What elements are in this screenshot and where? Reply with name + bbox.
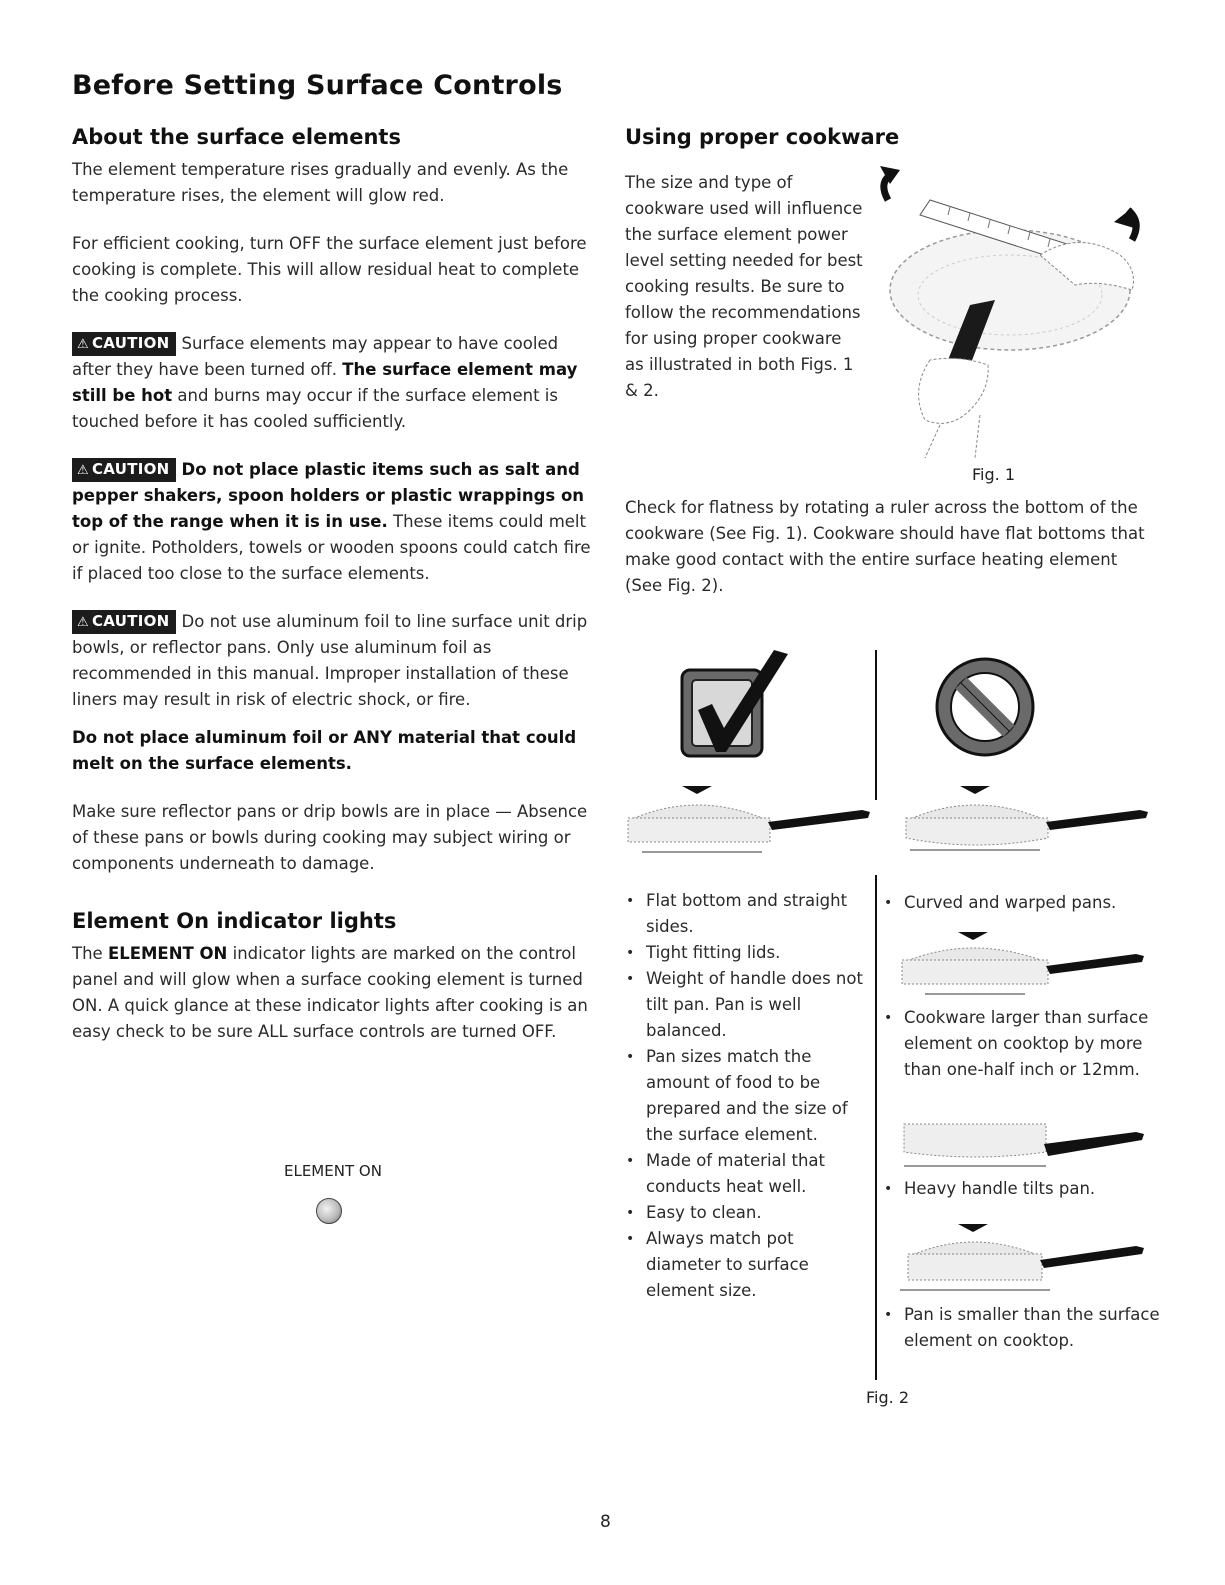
large-pan-illustration [900, 928, 1150, 1000]
list-item: • Weight of handle does not tilt pan. Pan is well balanced. [622, 966, 867, 1044]
warning-triangle-icon: ⚠ [77, 615, 89, 630]
caution-badge: ⚠ CAUTION [72, 610, 176, 634]
list-item: • Made of material that conducts heat well. [622, 1148, 867, 1200]
ruler-flatness-check-illustration [870, 160, 1150, 460]
indicator-light-icon [316, 1198, 342, 1224]
prohibited-icon [928, 650, 1043, 765]
caution-badge: ⚠ CAUTION [72, 458, 176, 482]
fig1-label: Fig. 1 [972, 465, 1015, 484]
warning-triangle-icon: ⚠ [77, 337, 89, 352]
divider [875, 650, 877, 800]
cookware-heading: Using proper cookware [625, 125, 900, 149]
bad-cookware-item [880, 1005, 1160, 1083]
right-column [625, 125, 1145, 157]
element-on-label: ELEMENT ON [284, 1162, 382, 1180]
list-item: • Heavy handle tilts pan. [880, 1176, 1160, 1202]
bad-cookware-item [880, 1302, 1160, 1354]
small-pan-illustration [900, 1220, 1150, 1298]
bad-cookware-item [880, 890, 1160, 916]
checkmark-box-icon [676, 648, 796, 763]
caution-2: ⚠ CAUTION Do not place plastic items such as salt and pepper shakers, spoon holders or plastic wrappings on top of the range when it is in use. These items could melt or ignite. Potholders, towels or wooden spoons could catch fire if placed too close to the surface elements. [72, 460, 591, 583]
warning-triangle-icon: ⚠ [77, 463, 89, 478]
about-heading: About the surface elements [72, 125, 401, 149]
flatness-paragraph: Check for flatness by rotating a ruler across the bottom of the cookware (See Fig. 1). Cookware should have flat bottoms that make good contact with the entire surface heating element (See Fig. 2). [625, 498, 1145, 595]
caution-1: ⚠ CAUTION Surface elements may appear to have cooled after they have been turned off. The surface element may still be hot and burns may occur if the surface element is touched before it has cooled sufficiently. [72, 334, 578, 431]
caution-badge: ⚠ CAUTION [72, 332, 176, 356]
about-paragraph-1: The element temperature rises gradually and evenly. As the temperature rises, the element will glow red. [72, 160, 569, 205]
bad-cookware-item [880, 1176, 1160, 1202]
page-number: 8 [600, 1512, 611, 1532]
heavy-handle-pan-illustration [900, 1118, 1150, 1173]
divider [875, 875, 877, 1380]
list-item: • Curved and warped pans. [880, 890, 1160, 916]
caution-3: ⚠ CAUTION Do not use aluminum foil to line surface unit drip bowls, or reflector pans. Only use aluminum foil as recommended in this manual. Improper installation of these liners may result in risk of electric shock, or fire. [72, 612, 588, 709]
list-item: • Cookware larger than surface element on cooktop by more than one-half inch or 12mm. [880, 1005, 1160, 1083]
fig2-label: Fig. 2 [866, 1388, 909, 1407]
warped-pan-illustration [900, 780, 1155, 860]
list-item: • Easy to clean. [622, 1200, 867, 1226]
left-column [72, 125, 592, 1045]
rotate-arrow-right-icon [1114, 208, 1136, 240]
about-paragraph-2: For efficient cooking, turn OFF the surface element just before cooking is complete. This will allow residual heat to complete the cooking process. [72, 234, 587, 305]
good-pan-illustration [622, 780, 877, 860]
list-item: • Pan sizes match the amount of food to be prepared and the size of the surface element. [622, 1044, 867, 1148]
indicator-paragraph: The ELEMENT ON indicator lights are marked on the control panel and will glow when a surface cooking element is turned ON. A quick glance at these indicator lights after cooking is an easy check to be sure ALL surface controls are turned OFF. [72, 944, 588, 1041]
list-item: • Pan is smaller than the surface element on cooktop. [880, 1302, 1160, 1354]
foil-warning: Do not place aluminum foil or ANY material that could melt on the surface elements. [72, 728, 577, 773]
list-item: • Flat bottom and straight sides. [622, 888, 867, 940]
list-item: • Always match pot diameter to surface element size. [622, 1226, 867, 1304]
indicator-heading: Element On indicator lights [72, 909, 397, 933]
rotate-arrow-left-icon [880, 166, 900, 200]
cookware-intro: The size and type of cookware used will influence the surface element power level setting needed for best cooking results. Be sure to follow the recommendations for using proper cookware as illustrated in both Figs. 1 & 2. [625, 173, 863, 400]
good-cookware-list [622, 888, 867, 1304]
reflector-paragraph: Make sure reflector pans or drip bowls are in place — Absence of these pans or bowls during cooking may subject wiring or components underneath to damage. [72, 802, 588, 873]
page-title: Before Setting Surface Controls [72, 70, 563, 101]
list-item: • Tight fitting lids. [622, 940, 867, 966]
